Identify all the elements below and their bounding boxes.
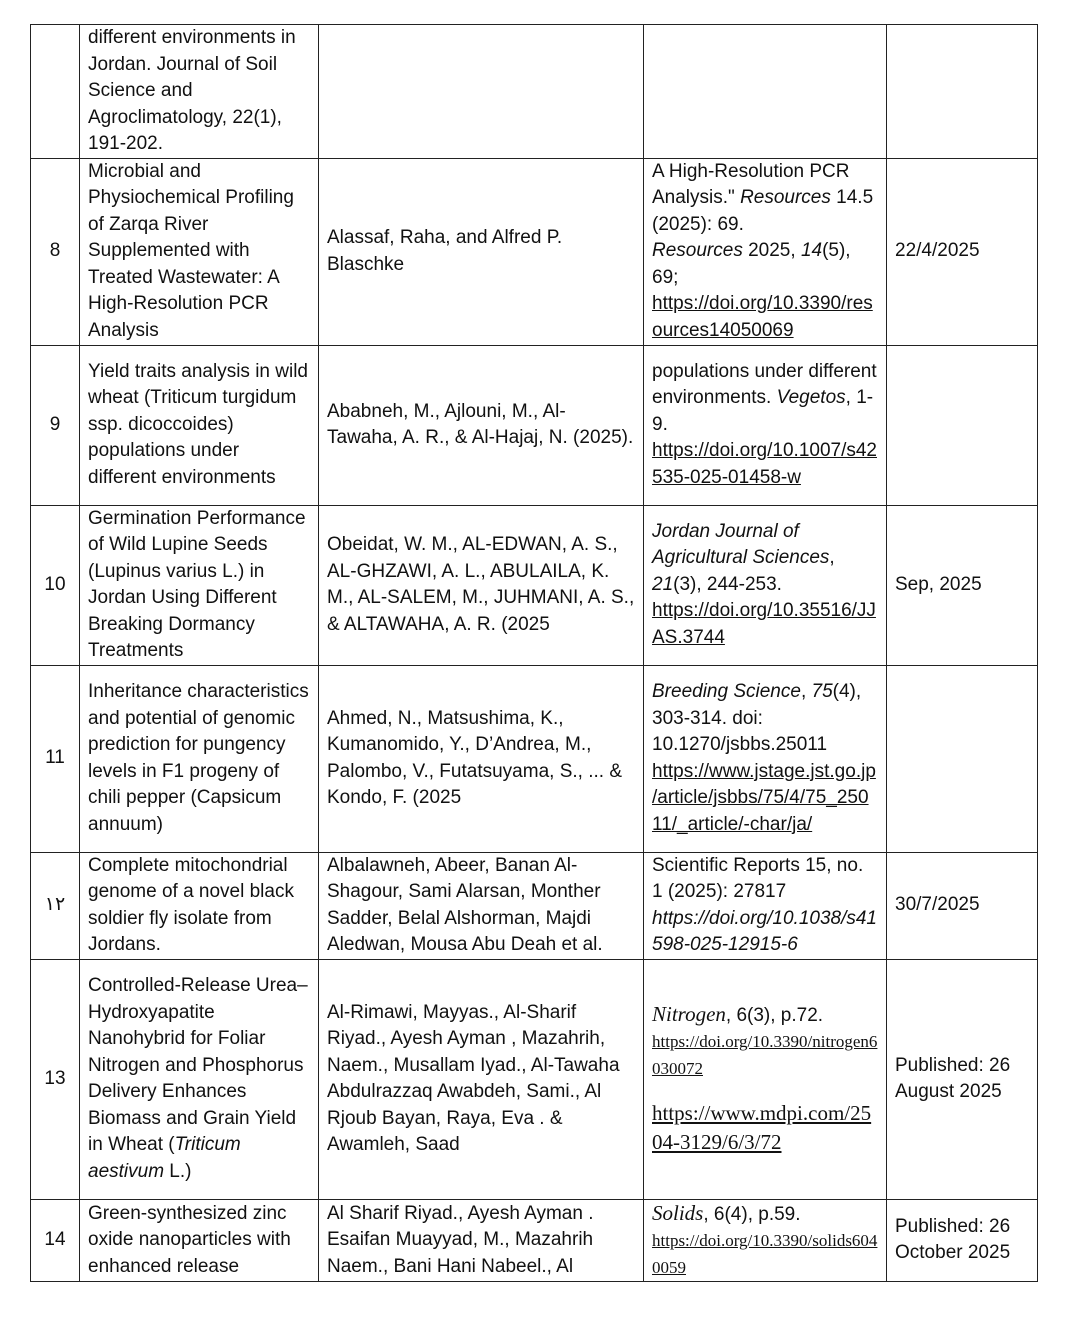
paper-date bbox=[887, 345, 1038, 505]
paper-authors: Ahmed, N., Matsushima, K., Kumanomido, Y., D’Andrea, M., Palombo, V., Futatsuyama, S., ... & Kondo, F. (2025 bbox=[319, 665, 644, 852]
table-row bbox=[31, 665, 1038, 852]
row-number: 14 bbox=[31, 1199, 80, 1282]
paper-title: Controlled-Release Urea–Hydroxyapatite Nanohybrid for Foliar Nitrogen and Phosphorus Delivery Enhances Biomass and Grain Yield in Wheat (Triticum aestivum L.) bbox=[80, 959, 319, 1199]
paper-title: Germination Performance of Wild Lupine Seeds (Lupinus varius L.) in Jordan Using Different Breaking Dormancy Treatments bbox=[80, 505, 319, 665]
paper-journal: Solids, 6(4), p.59. https://doi.org/10.3390/solids6040059 bbox=[644, 1199, 887, 1282]
row-number: 10 bbox=[31, 505, 80, 665]
paper-date: Published: 26 October 2025 bbox=[887, 1199, 1038, 1282]
paper-date bbox=[887, 25, 1038, 159]
paper-date: 30/7/2025 bbox=[887, 852, 1038, 959]
row-number bbox=[31, 25, 80, 159]
paper-authors: Al Sharif Riyad., Ayesh Ayman . Esaifan Muayyad, M., Mazahrih Naem., Bani Hani Nabeel., Al bbox=[319, 1199, 644, 1282]
doi-link[interactable]: https://doi.org/10.3390/resources14050069 bbox=[652, 293, 873, 341]
table-row bbox=[31, 158, 1038, 345]
doi-link[interactable]: https://doi.org/10.3390/solids6040059 bbox=[652, 1231, 878, 1277]
paper-title: different environments in Jordan. Journal of Soil Science and Agroclimatology, 22(1), 191-202. bbox=[80, 25, 319, 159]
row-number: ١٢ bbox=[31, 852, 80, 959]
paper-title: Complete mitochondrial genome of a novel black soldier fly isolate from Jordans. bbox=[80, 852, 319, 959]
table-row bbox=[31, 25, 1038, 159]
paper-title: Microbial and Physiochemical Profiling of Zarqa River Supplemented with Treated Wastewater: A High-Resolution PCR Analysis bbox=[80, 158, 319, 345]
paper-date: 22/4/2025 bbox=[887, 158, 1038, 345]
paper-journal: populations under different environments. Vegetos, 1-9. https://doi.org/10.1007/s42535-025-01458-w bbox=[644, 345, 887, 505]
mdpi-link[interactable]: https://www.mdpi.com/2504-3129/6/3/72 bbox=[652, 1101, 872, 1154]
publications-table bbox=[30, 24, 1038, 1282]
paper-authors bbox=[319, 25, 644, 159]
paper-title: Green-synthesized zinc oxide nanoparticles with enhanced release bbox=[80, 1199, 319, 1282]
doi-link[interactable]: https://doi.org/10.3390/nitrogen6030072 bbox=[652, 1032, 878, 1078]
table-row bbox=[31, 852, 1038, 959]
paper-journal: Jordan Journal of Agricultural Sciences, 21(3), 244-253. https://doi.org/10.35516/JJAS.3744 bbox=[644, 505, 887, 665]
row-number: 11 bbox=[31, 665, 80, 852]
journal-name: Solids bbox=[652, 1200, 704, 1225]
paper-date: Published: 26 August 2025 bbox=[887, 959, 1038, 1199]
journal-name: Jordan Journal of Agricultural Sciences bbox=[652, 520, 830, 569]
paper-authors: Obeidat, W. M., AL-EDWAN, A. S., AL-GHZAWI, A. L., ABULAILA, K. M., AL-SALEM, M., JUHMANI, A. S., & ALTAWAHA, A. R. (2025 bbox=[319, 505, 644, 665]
table-row bbox=[31, 505, 1038, 665]
row-number: 13 bbox=[31, 959, 80, 1199]
paper-date: Sep, 2025 bbox=[887, 505, 1038, 665]
jstage-link[interactable]: https://www.jstage.jst.go.jp/article/jsbbs/75/4/75_25011/_article/-char/ja/ bbox=[652, 760, 876, 835]
paper-title: Inheritance characteristics and potential of genomic prediction for pungency levels in F1 progeny of chili pepper (Capsicum annuum) bbox=[80, 665, 319, 852]
journal-name: Resources bbox=[740, 187, 831, 209]
paper-authors: Ababneh, M., Ajlouni, M., Al-Tawaha, A. R., & Al-Hajaj, N. (2025). bbox=[319, 345, 644, 505]
table-row bbox=[31, 959, 1038, 1199]
paper-journal: A High-Resolution PCR Analysis." Resources 14.5 (2025): 69. Resources 2025, 14(5), 69; https://doi.org/10.3390/resources14050069 bbox=[644, 158, 887, 345]
doi-link[interactable]: https://doi.org/10.35516/JJAS.3744 bbox=[652, 600, 876, 648]
journal-name: Vegetos bbox=[776, 387, 846, 409]
doi-link[interactable]: https://doi.org/10.1007/s42535-025-01458-w bbox=[652, 440, 877, 488]
paper-journal: Nitrogen, 6(3), p.72. https://doi.org/10.3390/nitrogen6030072 https://www.mdpi.com/2504-3129/6/3/72 bbox=[644, 959, 887, 1199]
journal-name: Breeding Science bbox=[652, 681, 801, 702]
journal-name: Nitrogen bbox=[652, 1001, 726, 1026]
row-number: 9 bbox=[31, 345, 80, 505]
table-row bbox=[31, 345, 1038, 505]
paper-journal: Scientific Reports 15, no. 1 (2025): 27817 https://doi.org/10.1038/s41598-025-12915-6 bbox=[644, 852, 887, 959]
row-number: 8 bbox=[31, 158, 80, 345]
paper-authors: Alassaf, Raha, and Alfred P. Blaschke bbox=[319, 158, 644, 345]
paper-date bbox=[887, 665, 1038, 852]
paper-journal: Breeding Science, 75(4), 303-314. doi: 10.1270/jsbbs.25011 https://www.jstage.jst.go.jp/article/jsbbs/75/4/75_25011/_article/-char/ja/ bbox=[644, 665, 887, 852]
paper-journal bbox=[644, 25, 887, 159]
paper-authors: Al-Rimawi, Mayyas., Al-Sharif Riyad., Ayesh Ayman , Mazahrih, Naem., Musallam Iyad., Al-Tawaha Abdulrazzaq Awabdeh, Sami., Al Rjoub Bayan, Raya, Eva . & Awamleh, Saad bbox=[319, 959, 644, 1199]
doi-link[interactable]: https://doi.org/10.1038/s41598-025-12915-6 bbox=[652, 907, 877, 955]
table-row bbox=[31, 1199, 1038, 1282]
paper-title: Yield traits analysis in wild wheat (Triticum turgidum ssp. dicoccoides) populations under different environments bbox=[80, 345, 319, 505]
paper-authors: Albalawneh, Abeer, Banan Al-Shagour, Sami Alarsan, Monther Sadder, Belal Alshorman, Majdi Aledwan, Mousa Abu Deah et al. bbox=[319, 852, 644, 959]
journal-name: Resources bbox=[652, 240, 743, 262]
